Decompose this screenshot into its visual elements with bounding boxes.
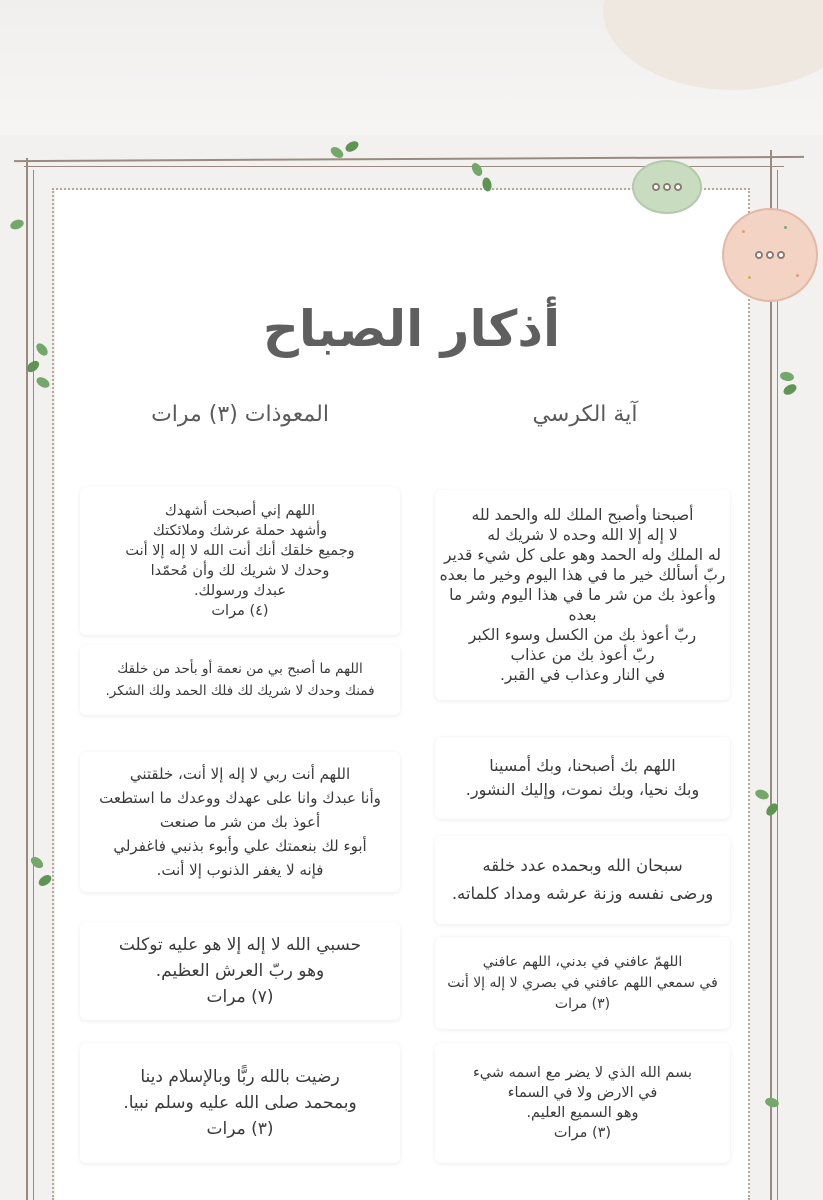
dhikr-card bbox=[435, 1043, 730, 1163]
leaf-icon bbox=[37, 873, 54, 888]
button-icon bbox=[632, 160, 702, 214]
dhikr-card bbox=[80, 645, 400, 715]
dhikr-text: أصبحنا وأصبح الملك لله والحمد لله لا إله إلا الله وحده لا شريك له له الملك وله الحمد وهو على كل شيء قدير ربّ أسألك خير ما في هذا اليوم وخير ما بعده وأعوذ بك من شر ما في هذا اليوم وشر ما بعده ربّ أعوذ بك من الكسل وسوء الكبر ربّ أعوذ بك من عذاب في النار وعذاب في القبر. bbox=[439, 506, 726, 684]
leaf-icon bbox=[29, 855, 46, 871]
dhikr-text: اللهم إني أصبحت أشهدك وأشهد حملة عرشك وملائكتك وجميع خلقك أنك أنت الله لا إله إلا أنت وحدك لا شريك لك وأن مُحمّدا عبدك ورسولك. (٤) مرات bbox=[125, 503, 355, 619]
dhikr-text: اللهم بك أصبحنا، وبك أمسينا وبك نحيا، وبك نموت، وإليك النشور. bbox=[465, 756, 700, 799]
dhikr-card bbox=[80, 1043, 400, 1163]
leaf-icon bbox=[344, 139, 361, 154]
dhikr-text: بسم الله الذي لا يضر مع اسمه شيء في الارض ولا في السماء وهو السميع العليم. (٣) مرات bbox=[472, 1065, 693, 1141]
right-column-heading: آية الكرسي bbox=[532, 402, 638, 427]
dhikr-text: اللهم ما أصبح بي من نعمة أو بأحد من خلقك فمنك وحدك لا شريك لك فلك الحمد ولك الشكر. bbox=[105, 661, 375, 699]
button-icon bbox=[722, 208, 818, 302]
dhikr-text: اللهمّ عافني في بدني، اللهم عافني في سمعي اللهم عافني في بصري لا إله إلا أنت (٣) مرات bbox=[447, 953, 718, 1012]
leaf-icon bbox=[754, 788, 770, 801]
page-title: أذكار الصباح bbox=[262, 300, 561, 358]
dhikr-card bbox=[80, 922, 400, 1020]
dhikr-card bbox=[435, 836, 730, 924]
dhikr-card bbox=[435, 937, 730, 1029]
dhikr-card bbox=[435, 490, 730, 700]
dhikr-text: حسبي الله لا إله إلا هو عليه توكلت وهو ربّ العرش العظيم. (٧) مرات bbox=[118, 935, 362, 1007]
dhikr-card bbox=[80, 752, 400, 892]
dhikr-text: اللهم أنت ربي لا إله إلا أنت، خلقتني وأنا عبدك وانا على عهدك ووعدك ما استطعت أعوذ بك من شر ما صنعت أبوء لك بنعمتك علي وأبوء بذنبي فاغفرلي فإنه لا يغفر الذنوب إلا أنت. bbox=[99, 765, 381, 879]
leaf-icon bbox=[779, 371, 794, 382]
dhikr-card bbox=[435, 737, 730, 819]
leaf-icon bbox=[35, 375, 52, 390]
leaf-icon bbox=[782, 382, 799, 397]
dhikr-text: رضيت بالله ربًّا وبالإسلام دينا وبمحمد صلى الله عليه وسلم نبيا. (٣) مرات bbox=[123, 1067, 357, 1139]
left-column-heading: المعوذات (٣) مرات bbox=[151, 402, 329, 427]
leaf-icon bbox=[9, 218, 25, 231]
leaf-icon bbox=[470, 161, 485, 178]
dhikr-card bbox=[80, 487, 400, 635]
dhikr-text: سبحان الله وبحمده عدد خلقه ورضى نفسه وزنة عرشه ومداد كلماته. bbox=[451, 856, 714, 903]
